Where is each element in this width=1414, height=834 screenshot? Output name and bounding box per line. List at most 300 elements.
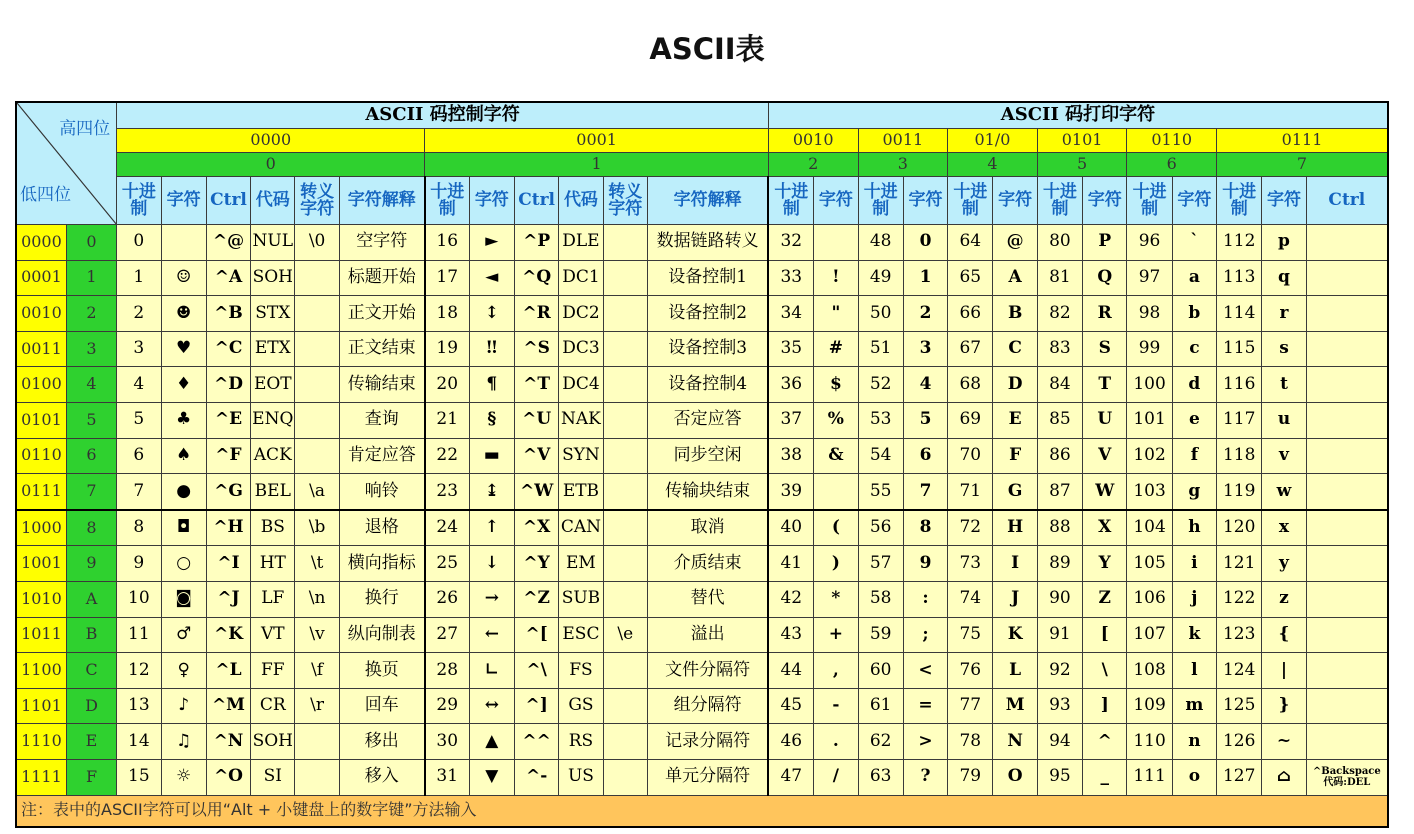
dec-value: 59 (858, 617, 903, 653)
control-code: FS (559, 653, 603, 689)
char-description: 同步空闲 (647, 438, 768, 474)
dec-value: 43 (768, 617, 813, 653)
char-glyph: < (903, 653, 947, 689)
control-code: RS (559, 724, 603, 760)
footnote: 注：表中的ASCII字符可以用“Alt + 小键盘上的数字键”方法输入 (16, 795, 1388, 827)
col-header-code: 代码 (251, 177, 295, 225)
char-description: 单元分隔符 (647, 759, 768, 795)
dec-value: 37 (768, 402, 813, 438)
escape-seq (603, 510, 647, 546)
char-description: 正文结束 (339, 331, 425, 367)
char-glyph: § (469, 402, 514, 438)
char-glyph: p (1262, 225, 1306, 261)
control-code: BS (251, 510, 295, 546)
dec-value: 112 (1217, 225, 1262, 261)
dec-value: 33 (768, 260, 813, 296)
char-glyph: } (1262, 688, 1306, 724)
row-hex-label: 5 (66, 402, 116, 438)
dec-value: 92 (1037, 653, 1082, 689)
dec-value: 7 (117, 474, 161, 510)
dec-value: 82 (1037, 296, 1082, 332)
char-description: 设备控制3 (647, 331, 768, 367)
char-glyph: R (1083, 296, 1127, 332)
dec-value: 55 (858, 474, 903, 510)
group-hex-2: 2 (768, 153, 858, 177)
col-header-dec: 十进制 (948, 177, 993, 225)
char-glyph: ~ (1262, 724, 1306, 760)
char-glyph: ♂ (161, 617, 206, 653)
char-glyph: { (1262, 617, 1306, 653)
char-glyph: + (814, 617, 858, 653)
dec-value: 6 (117, 438, 161, 474)
dec-value: 80 (1037, 225, 1082, 261)
char-glyph: ♥ (161, 331, 206, 367)
char-glyph: 7 (903, 474, 947, 510)
char-glyph: " (814, 296, 858, 332)
char-glyph: u (1262, 402, 1306, 438)
ctrl-key: ^@ (206, 225, 250, 261)
char-glyph: | (1262, 653, 1306, 689)
dec-value: 17 (425, 260, 469, 296)
dec-value: 95 (1037, 759, 1082, 795)
dec-value: 69 (948, 402, 993, 438)
dec-value: 126 (1217, 724, 1262, 760)
char-glyph: ↑ (469, 510, 514, 546)
char-glyph: ↕ (469, 296, 514, 332)
row-bin-label: 0111 (16, 474, 66, 510)
ctrl-key: ^O (206, 759, 250, 795)
dec-value: 30 (425, 724, 469, 760)
char-glyph: q (1262, 260, 1306, 296)
dec-value: 83 (1037, 331, 1082, 367)
dec-value: 14 (117, 724, 161, 760)
group-hex-7: 7 (1217, 153, 1388, 177)
dec-value: 27 (425, 617, 469, 653)
dec-value: 63 (858, 759, 903, 795)
ctrl-key: ^L (206, 653, 250, 689)
dec-value: 103 (1127, 474, 1172, 510)
char-glyph: h (1172, 510, 1216, 546)
group-bin-0: 0000 (117, 129, 425, 153)
char-description: 组分隔符 (647, 688, 768, 724)
escape-seq (603, 331, 647, 367)
dec-value: 124 (1217, 653, 1262, 689)
char-glyph: o (1172, 759, 1216, 795)
char-glyph: C (993, 331, 1037, 367)
dec-value: 64 (948, 225, 993, 261)
ctrl-key: ^N (206, 724, 250, 760)
char-glyph: ○ (161, 546, 206, 582)
group-hex-0: 0 (117, 153, 425, 177)
group-hex-1: 1 (425, 153, 769, 177)
escape-seq (603, 367, 647, 403)
ctrl-key (1306, 225, 1388, 261)
control-code: BEL (251, 474, 295, 510)
dec-value: 26 (425, 581, 469, 617)
control-code: GS (559, 688, 603, 724)
corner-header (16, 102, 117, 225)
char-glyph: s (1262, 331, 1306, 367)
char-description: 取消 (647, 510, 768, 546)
dec-value: 70 (948, 438, 993, 474)
char-glyph: H (993, 510, 1037, 546)
char-description: 传输块结束 (647, 474, 768, 510)
char-glyph: ♪ (161, 688, 206, 724)
dec-value: 107 (1127, 617, 1172, 653)
dec-value: 50 (858, 296, 903, 332)
group-hex-3: 3 (858, 153, 948, 177)
char-glyph: 8 (903, 510, 947, 546)
table-row (16, 331, 1388, 367)
table-row (16, 688, 1388, 724)
char-glyph: % (814, 402, 858, 438)
group-bin-6: 0110 (1127, 129, 1217, 153)
char-glyph: > (903, 724, 947, 760)
dec-value: 42 (768, 581, 813, 617)
row-hex-label: 3 (66, 331, 116, 367)
row-bin-label: 1100 (16, 653, 66, 689)
escape-seq (603, 402, 647, 438)
dec-value: 113 (1217, 260, 1262, 296)
dec-value: 19 (425, 331, 469, 367)
dec-value: 73 (948, 546, 993, 582)
escape-seq: \f (295, 653, 339, 689)
ctrl-key: ^Z (514, 581, 558, 617)
col-header-char: 字符 (161, 177, 206, 225)
dec-value: 61 (858, 688, 903, 724)
dec-value: 109 (1127, 688, 1172, 724)
control-code: DLE (559, 225, 603, 261)
char-glyph: 5 (903, 402, 947, 438)
dec-value: 78 (948, 724, 993, 760)
ctrl-key: ^- (514, 759, 558, 795)
dec-value: 84 (1037, 367, 1082, 403)
char-glyph: [ (1083, 617, 1127, 653)
ctrl-key: ^K (206, 617, 250, 653)
char-glyph: ` (1172, 225, 1216, 261)
table-row (16, 367, 1388, 403)
char-glyph: S (1083, 331, 1127, 367)
ctrl-key: ^R (514, 296, 558, 332)
row-hex-label: A (66, 581, 116, 617)
row-bin-label: 0011 (16, 331, 66, 367)
control-code: ETX (251, 331, 295, 367)
dec-value: 123 (1217, 617, 1262, 653)
control-code: ETB (559, 474, 603, 510)
col-header-code: 代码 (559, 177, 603, 225)
char-glyph: ▲ (469, 724, 514, 760)
char-glyph (161, 225, 206, 261)
dec-value: 56 (858, 510, 903, 546)
char-glyph: $ (814, 367, 858, 403)
page-title: ASCII表 (649, 32, 765, 66)
dec-value: 5 (117, 402, 161, 438)
row-hex-label: D (66, 688, 116, 724)
row-bin-label: 1111 (16, 759, 66, 795)
ctrl-key (1306, 546, 1388, 582)
dec-value: 36 (768, 367, 813, 403)
char-glyph: J (993, 581, 1037, 617)
control-code: NAK (559, 402, 603, 438)
escape-seq: \v (295, 617, 339, 653)
char-glyph: ☼ (161, 759, 206, 795)
dec-value: 120 (1217, 510, 1262, 546)
control-code: SYN (559, 438, 603, 474)
ctrl-key (1306, 688, 1388, 724)
dec-value: 40 (768, 510, 813, 546)
ctrl-key (1306, 581, 1388, 617)
table-row (16, 724, 1388, 760)
dec-value: 127 (1217, 759, 1262, 795)
row-bin-label: 0100 (16, 367, 66, 403)
ctrl-key (1306, 510, 1388, 546)
dec-value: 51 (858, 331, 903, 367)
char-glyph: Q (1083, 260, 1127, 296)
char-glyph: ☻ (161, 296, 206, 332)
dec-value: 125 (1217, 688, 1262, 724)
dec-value: 13 (117, 688, 161, 724)
char-glyph: ↔ (469, 688, 514, 724)
char-glyph: e (1172, 402, 1216, 438)
char-glyph: I (993, 546, 1037, 582)
col-header-ctrl: Ctrl (1306, 177, 1388, 225)
dec-value: 20 (425, 367, 469, 403)
char-glyph: c (1172, 331, 1216, 367)
char-glyph: ▬ (469, 438, 514, 474)
dec-value: 121 (1217, 546, 1262, 582)
row-bin-label: 0101 (16, 402, 66, 438)
col-header-dec: 十进制 (1217, 177, 1262, 225)
dec-value: 12 (117, 653, 161, 689)
char-glyph: i (1172, 546, 1216, 582)
col-header-char: 字符 (1083, 177, 1127, 225)
escape-seq (603, 438, 647, 474)
dec-value: 96 (1127, 225, 1172, 261)
char-glyph: _ (1083, 759, 1127, 795)
char-description: 文件分隔符 (647, 653, 768, 689)
dec-value: 22 (425, 438, 469, 474)
col-header-dec: 十进制 (1037, 177, 1082, 225)
dec-value: 29 (425, 688, 469, 724)
ctrl-key (1306, 402, 1388, 438)
ctrl-key: ^[ (514, 617, 558, 653)
char-glyph: t (1262, 367, 1306, 403)
dec-value: 122 (1217, 581, 1262, 617)
char-description: 替代 (647, 581, 768, 617)
char-glyph: @ (993, 225, 1037, 261)
dec-value: 117 (1217, 402, 1262, 438)
dec-value: 71 (948, 474, 993, 510)
char-description: 响铃 (339, 474, 425, 510)
ctrl-key: ^] (514, 688, 558, 724)
ctrl-key: ^M (206, 688, 250, 724)
dec-value: 90 (1037, 581, 1082, 617)
char-description: 横向指标 (339, 546, 425, 582)
table-row (16, 617, 1388, 653)
char-glyph: ♠ (161, 438, 206, 474)
table-row (16, 402, 1388, 438)
char-description: 纵向制表 (339, 617, 425, 653)
dec-value: 46 (768, 724, 813, 760)
escape-seq (603, 724, 647, 760)
char-glyph: ] (1083, 688, 1127, 724)
ctrl-key (1306, 617, 1388, 653)
char-glyph: U (1083, 402, 1127, 438)
escape-seq (603, 260, 647, 296)
ctrl-key (1306, 724, 1388, 760)
char-glyph: ‼ (469, 331, 514, 367)
char-glyph: E (993, 402, 1037, 438)
dec-value: 31 (425, 759, 469, 795)
char-glyph: ( (814, 510, 858, 546)
dec-value: 119 (1217, 474, 1262, 510)
char-glyph: D (993, 367, 1037, 403)
escape-seq: \0 (295, 225, 339, 261)
dec-value: 62 (858, 724, 903, 760)
dec-value: 89 (1037, 546, 1082, 582)
row-hex-label: 6 (66, 438, 116, 474)
char-glyph: r (1262, 296, 1306, 332)
row-bin-label: 1011 (16, 617, 66, 653)
char-glyph: ● (161, 474, 206, 510)
char-glyph: → (469, 581, 514, 617)
dec-value: 88 (1037, 510, 1082, 546)
escape-seq (603, 581, 647, 617)
control-section-header: ASCII 码控制字符 (117, 102, 769, 129)
char-description: 设备控制2 (647, 296, 768, 332)
escape-seq: \a (295, 474, 339, 510)
dec-value: 100 (1127, 367, 1172, 403)
ctrl-key: ^B (206, 296, 250, 332)
dec-value: 101 (1127, 402, 1172, 438)
char-glyph: B (993, 296, 1037, 332)
escape-seq (603, 546, 647, 582)
row-bin-label: 0000 (16, 225, 66, 261)
escape-seq: \t (295, 546, 339, 582)
char-glyph: # (814, 331, 858, 367)
control-code: NUL (251, 225, 295, 261)
char-description: 换页 (339, 653, 425, 689)
dec-value: 15 (117, 759, 161, 795)
dec-value: 75 (948, 617, 993, 653)
dec-value: 99 (1127, 331, 1172, 367)
ctrl-key: ^V (514, 438, 558, 474)
dec-value: 39 (768, 474, 813, 510)
ctrl-key: ^C (206, 331, 250, 367)
table-row (16, 759, 1388, 795)
char-glyph (814, 474, 858, 510)
control-code: SI (251, 759, 295, 795)
char-description: 退格 (339, 510, 425, 546)
col-header-escape: 转义字符 (295, 177, 339, 225)
char-glyph: ¶ (469, 367, 514, 403)
ctrl-key (1306, 260, 1388, 296)
dec-value: 116 (1217, 367, 1262, 403)
group-bin-5: 0101 (1037, 129, 1127, 153)
char-glyph: y (1262, 546, 1306, 582)
ctrl-key (1306, 438, 1388, 474)
dec-value: 105 (1127, 546, 1172, 582)
group-bin-1: 0001 (425, 129, 769, 153)
char-glyph: 3 (903, 331, 947, 367)
ctrl-key: ^X (514, 510, 558, 546)
dec-value: 68 (948, 367, 993, 403)
dec-value: 86 (1037, 438, 1082, 474)
dec-value: 49 (858, 260, 903, 296)
char-description: 肯定应答 (339, 438, 425, 474)
escape-seq (295, 759, 339, 795)
ctrl-key: ^^ (514, 724, 558, 760)
char-glyph: / (814, 759, 858, 795)
char-glyph: Y (1083, 546, 1127, 582)
char-glyph: 2 (903, 296, 947, 332)
row-hex-label: 8 (66, 510, 116, 546)
char-glyph: ☺ (161, 260, 206, 296)
ctrl-key: ^A (206, 260, 250, 296)
row-bin-label: 1000 (16, 510, 66, 546)
row-hex-label: 2 (66, 296, 116, 332)
dec-value: 21 (425, 402, 469, 438)
char-glyph: G (993, 474, 1037, 510)
char-glyph: * (814, 581, 858, 617)
dec-value: 67 (948, 331, 993, 367)
print-section-header: ASCII 码打印字符 (768, 102, 1388, 129)
table-row (16, 296, 1388, 332)
control-code: DC4 (559, 367, 603, 403)
control-code: DC3 (559, 331, 603, 367)
dec-value: 98 (1127, 296, 1172, 332)
row-hex-label: 1 (66, 260, 116, 296)
col-header-char: 字符 (469, 177, 514, 225)
control-code: US (559, 759, 603, 795)
dec-value: 114 (1217, 296, 1262, 332)
escape-seq (603, 225, 647, 261)
control-code: SOH (251, 260, 295, 296)
ctrl-key: ^H (206, 510, 250, 546)
escape-seq (295, 367, 339, 403)
row-bin-label: 0010 (16, 296, 66, 332)
char-glyph: ⌂ (1262, 759, 1306, 795)
char-glyph: k (1172, 617, 1216, 653)
char-description: 空字符 (339, 225, 425, 261)
col-header-dec: 十进制 (117, 177, 161, 225)
ctrl-key: ^D (206, 367, 250, 403)
dec-value: 28 (425, 653, 469, 689)
control-code: ENQ (251, 402, 295, 438)
char-glyph: ♀ (161, 653, 206, 689)
dec-value: 9 (117, 546, 161, 582)
char-glyph: A (993, 260, 1037, 296)
dec-value: 45 (768, 688, 813, 724)
char-glyph: ^ (1083, 724, 1127, 760)
char-glyph: f (1172, 438, 1216, 474)
dec-value: 79 (948, 759, 993, 795)
ctrl-key: ^U (514, 402, 558, 438)
char-glyph: . (814, 724, 858, 760)
dec-value: 47 (768, 759, 813, 795)
char-glyph: F (993, 438, 1037, 474)
group-hex-4: 4 (948, 153, 1038, 177)
dec-value: 25 (425, 546, 469, 582)
col-header-char: 字符 (814, 177, 858, 225)
char-glyph: ← (469, 617, 514, 653)
char-glyph: T (1083, 367, 1127, 403)
dec-value: 77 (948, 688, 993, 724)
row-hex-label: 7 (66, 474, 116, 510)
dec-value: 93 (1037, 688, 1082, 724)
escape-seq (603, 688, 647, 724)
control-code: STX (251, 296, 295, 332)
